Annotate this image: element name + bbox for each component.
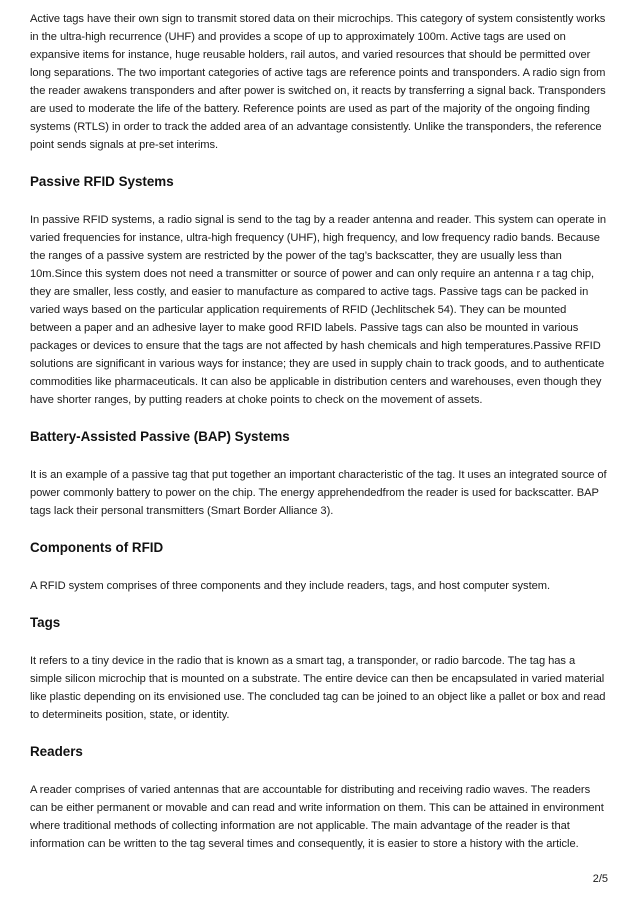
page-number: 2/5 [592, 873, 608, 885]
section-heading-components: Components of RFID [30, 540, 164, 555]
paragraph-tags: It refers to a tiny device in the radio that is known as a smart tag, a transponder, or radio barcode. The tag has a simple silicon microchip that is mounted on a substrate. The entire device can then be encapsulated in varied material like plastic depending on its envisioned use. The concluded tag can be joined to an object like a pallet or box and read to determineits position, state, or identity. [30, 655, 606, 721]
paragraph-readers: A reader comprises of varied antennas that are accountable for distributing and receiving radio waves. The readers can be either permanent or movable and can read and write information on them. This can be attained in environment where traditional methods of collecting information are not applicable. The main advantage of the reader is that information can be written to the tag several times and consequently, it is easier to store a history with the article. [30, 784, 604, 850]
paragraph-passive-rfid: In passive RFID systems, a radio signal is send to the tag by a reader antenna and reader. This system can operate in varied frequencies for instance, ultra-high frequency (UHF), high frequency, and low frequency radio bands. Because the ranges of a passive system are restricted by the power of the tag’s backscatter, they are usually less than 10m.Since this system does not need a transmitter or source of power and can only require an antenna r a tag chip, they are smaller, less costly, and easier to manufacture as compared to active tags. Passive tags can be packed in varied ways based on the particular application requirements of RFID (Jechlitschek 54). They can be mounted between a paper and an adhesive layer to make good RFID labels. Passive tags can also be mounted in various packages or devices to ensure that the tags are not affected by hash chemicals and high temperatures.Passive RFID solutions are significant in various ways for instance; they are used in supply chain to track goods, and to authenticate commodities like pharmaceuticals. It can also be applicable in distribution centers and warehouses, even though they have shorter ranges, by putting readers at choke points to check on the movement of assets. [30, 214, 607, 406]
section-heading-tags: Tags [30, 615, 61, 630]
paragraph-bap: It is an example of a passive tag that put together an important characteristic of the tag. It uses an integrated source of power commonly battery to power on the chip. The energy apprehendedfrom the reader is used for backscatter. BAP tags lack their personal transmitters (Smart Border Alliance 3). [30, 469, 607, 517]
document-page [30, 10, 610, 853]
section-heading-bap: Battery-Assisted Passive (BAP) Systems [30, 429, 290, 444]
section-heading-passive-rfid: Passive RFID Systems [30, 174, 174, 189]
paragraph-components: A RFID system comprises of three components and they include readers, tags, and host computer system. [30, 580, 551, 592]
section-heading-readers: Readers [30, 744, 83, 759]
intro-paragraph: Active tags have their own sign to transmit stored data on their microchips. This category of system consistently works in the ultra-high recurrence (UHF) and provides a scope of up to approximately 100m. Active tags are used on expansive items for instance, huge reusable holders, rail autos, and varied resources that should be permitted over long separations. The two important categories of active tags are reference points and transponders. A radio sign from the reader awakens transponders and after power is switched on, it reacts by transferring a signal back. Transponders are used to moderate the life of the battery. Reference points are used as part of the majority of the ongoing finding systems (RTLS) in order to track the added area of an advantage consistently. Unlike the transponders, the reference point sends signals at pre-set interims. [30, 13, 606, 151]
